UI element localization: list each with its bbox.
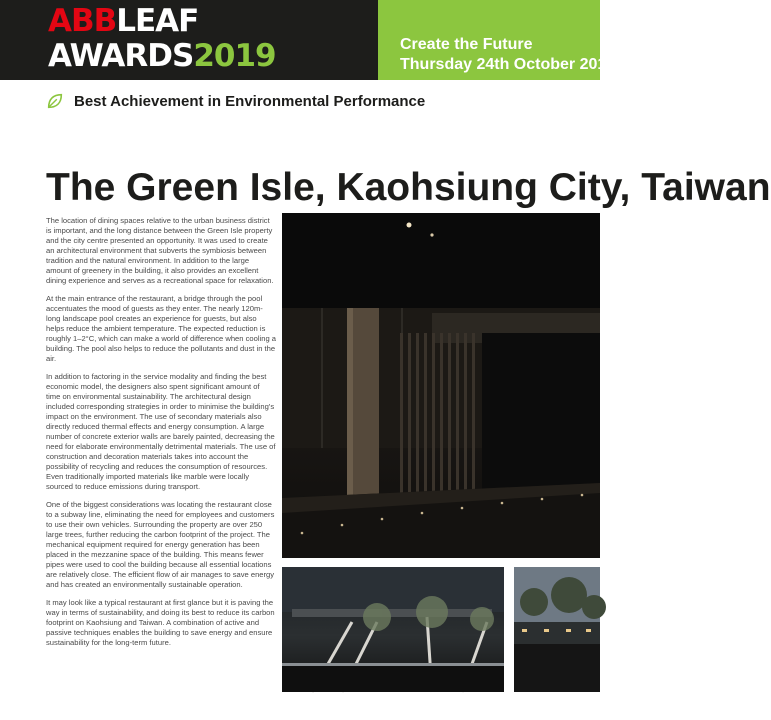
category-label: Best Achievement in Environmental Performance: [74, 92, 426, 110]
logo-awards-word: AWARDS: [48, 38, 194, 74]
restaurant-interior-photo: [282, 213, 600, 558]
event-date: Thursday 24th October 2019: [400, 56, 616, 73]
event-info-box: [378, 0, 616, 80]
header-banner: [0, 0, 616, 80]
leaf-icon: [46, 92, 64, 110]
logo-word: LEAF: [116, 3, 199, 39]
body-paragraph-3: In addition to factoring in the service modality and finding the best economic model, the designers also spent significant amount of time on environmental sustainability. The architectural design included corresponding strategies in order to minimise the building's impact on the environment. The use of secondary materials also directly reduced thermal effects and energy consumption. A large number of concrete exterior walls are barely painted, decreasing the need for elaborate environmentally detrimental materials. The use of construction and decoration materials takes into account the possibility of recycling and reduces the consumption of resources. Even traditionally imported materials like marble were locally sourced to reduce emissions during transport.: [46, 372, 276, 491]
logo-year: 2019: [193, 38, 276, 74]
logo-line-1: [48, 4, 198, 38]
event-tagline: Create the Future: [400, 36, 533, 53]
project-title: The Green Isle, Kaohsiung City, Taiwan: [46, 166, 771, 210]
award-category: [46, 90, 425, 112]
awards-logo: [48, 4, 378, 78]
body-paragraph-2: At the main entrance of the restaurant, a bridge through the pool accentuates the mood of guests as they enter. The nearly 120m-long landscape pool creates an experience for guests, but also helps reduce the ambient temperature. The expected reduction is roughly 1–2°C, which can make a world of difference when cooling a building. The pool also helps to reduce the pollutants and dust in the air.: [46, 294, 276, 363]
logo-brand: ABB: [48, 3, 117, 39]
logo-line-2: [48, 38, 276, 74]
body-paragraph-1: The location of dining spaces relative to the urban business district is important, and the long distance between the Green Isle property and the city centre presented an opportunity. It was used to create an architectural environment that subverts the symbiosis between tradition and the natural environment. In addition to the large amount of greenery in the building, it also provides an excellent dining experience and serves as a recreational space for relaxation.: [46, 216, 274, 285]
exterior-night-photo: [514, 567, 600, 692]
body-paragraph-4: One of the biggest considerations was locating the restaurant close to a subway line, eliminating the need for employees and customers to use their own vehicles. Surrounding the property are over 250 large trees, further reducing the carbon footprint of the project. The mechanical equipment required for energy generation has been placed in the mezzanine space of the building. This means fewer pipes were used to cool the building because all essential locations are relatively close. The efficient flow of air manages to save energy and has created an environmentally sustainable operation.: [46, 500, 275, 589]
body-paragraph-5: It may look like a typical restaurant at first glance but it is paving the way in terms of sustainability, and doing its best to reduce its carbon footprint on Kaohsiung and Taiwan. A combination of active and passive techniques enables the building to save energy and ensure sustainability for the long-term future.: [46, 598, 275, 647]
article-body: [46, 216, 276, 656]
exterior-pool-photo: [282, 567, 504, 692]
